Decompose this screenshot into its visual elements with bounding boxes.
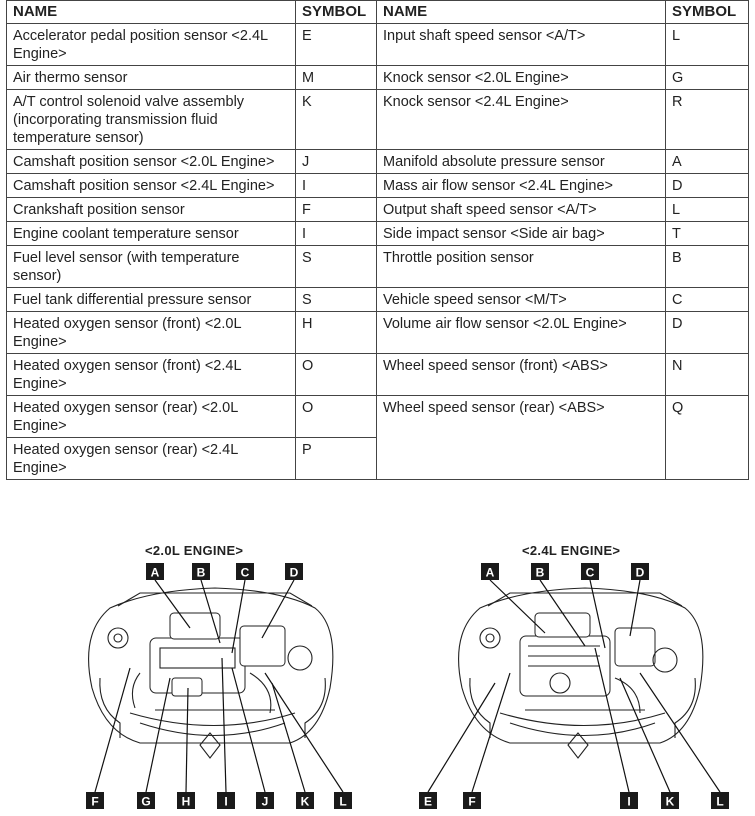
label-tag-right-e	[419, 792, 437, 809]
label-tag-left-b	[192, 563, 210, 580]
label-tag-left-j	[256, 792, 274, 809]
svg-text:B: B	[196, 565, 206, 580]
name-cell-2: Manifold absolute pressure sensor	[377, 150, 666, 174]
sensor-table	[6, 0, 749, 480]
symbol-cell-2: C	[666, 288, 749, 312]
name-cell-1: Accelerator pedal position sensor <2.4L Engine>	[7, 24, 296, 66]
svg-text:I: I	[627, 794, 631, 809]
label-tag-left-k	[296, 792, 314, 809]
callout-line	[146, 678, 170, 792]
callout-line	[428, 683, 495, 792]
table-row	[7, 354, 749, 396]
symbol-cell-2: D	[666, 312, 749, 354]
symbol-cell-1: F	[296, 198, 377, 222]
label-tag-left-d	[285, 563, 303, 580]
svg-text:G: G	[141, 794, 151, 809]
label-tag-right-i	[620, 792, 638, 809]
svg-text:C: C	[585, 565, 595, 580]
header-name-2: NAME	[377, 1, 666, 24]
name-cell-1: Engine coolant temperature sensor	[7, 222, 296, 246]
name-cell-2: Knock sensor <2.4L Engine>	[377, 90, 666, 150]
svg-text:J: J	[261, 794, 269, 809]
symbol-cell-1: P	[296, 438, 377, 480]
label-tag-right-l	[711, 792, 729, 809]
engine-compartment-diagrams	[0, 538, 755, 816]
table-row	[7, 90, 749, 150]
svg-text:I: I	[224, 794, 228, 809]
table-row	[7, 24, 749, 66]
symbol-cell-1: K	[296, 90, 377, 150]
label-tag-left-i	[217, 792, 235, 809]
svg-text:E: E	[423, 794, 433, 809]
name-cell-1: Fuel level sensor (with temperature sensor)	[7, 246, 296, 288]
header-symbol-2: SYMBOL	[666, 1, 749, 24]
header-symbol-1: SYMBOL	[296, 1, 377, 24]
symbol-cell-2: N	[666, 354, 749, 396]
symbol-cell-2: Q	[666, 396, 749, 480]
svg-text:F: F	[468, 794, 476, 809]
table-row	[7, 246, 749, 288]
symbol-cell-1: E	[296, 24, 377, 66]
name-cell-2: Knock sensor <2.0L Engine>	[377, 66, 666, 90]
label-tag-left-a	[146, 563, 164, 580]
symbol-cell-1: J	[296, 150, 377, 174]
name-cell-1: Heated oxygen sensor (front) <2.0L Engine>	[7, 312, 296, 354]
header-name-1: NAME	[7, 1, 296, 24]
label-tag-right-k	[661, 792, 679, 809]
engine-bay-illustration-2-4l	[459, 588, 703, 758]
callout-line	[272, 683, 305, 792]
name-cell-1: Heated oxygen sensor (front) <2.4L Engine>	[7, 354, 296, 396]
symbol-cell-1: S	[296, 246, 377, 288]
svg-text:L: L	[339, 794, 347, 809]
svg-text:F: F	[91, 794, 99, 809]
label-tag-left-g	[137, 792, 155, 809]
symbol-cell-2: B	[666, 246, 749, 288]
name-cell-1: Camshaft position sensor <2.4L Engine>	[7, 174, 296, 198]
symbol-cell-1: S	[296, 288, 377, 312]
symbol-cell-2: L	[666, 198, 749, 222]
svg-text:A: A	[150, 565, 160, 580]
symbol-cell-2: A	[666, 150, 749, 174]
name-cell-2: Throttle position sensor	[377, 246, 666, 288]
label-tag-right-f	[463, 792, 481, 809]
name-cell-2: Wheel speed sensor (rear) <ABS>	[377, 396, 666, 480]
table-row	[7, 198, 749, 222]
label-tag-right-d	[631, 563, 649, 580]
svg-text:C: C	[240, 565, 250, 580]
name-cell-1: Camshaft position sensor <2.0L Engine>	[7, 150, 296, 174]
callout-line	[472, 673, 510, 792]
callout-line	[595, 648, 629, 792]
label-tag-left-l	[334, 792, 352, 809]
callout-line	[490, 580, 545, 633]
symbol-cell-1: O	[296, 396, 377, 438]
label-tag-left-c	[236, 563, 254, 580]
name-cell-1: A/T control solenoid valve assembly (incorporating transmission fluid temperature sensor)	[7, 90, 296, 150]
caption-2-0l-engine: <2.0L ENGINE>	[145, 543, 244, 558]
symbol-cell-2: G	[666, 66, 749, 90]
table-row	[7, 66, 749, 90]
svg-text:K: K	[300, 794, 310, 809]
callout-line	[640, 673, 720, 792]
name-cell-2: Volume air flow sensor <2.0L Engine>	[377, 312, 666, 354]
svg-text:B: B	[535, 565, 545, 580]
table-row	[7, 396, 749, 438]
symbol-cell-1: H	[296, 312, 377, 354]
symbol-cell-1: M	[296, 66, 377, 90]
name-cell-1: Heated oxygen sensor (rear) <2.4L Engine>	[7, 438, 296, 480]
callout-line	[620, 678, 670, 792]
name-cell-1: Crankshaft position sensor	[7, 198, 296, 222]
svg-text:K: K	[665, 794, 675, 809]
table-row	[7, 150, 749, 174]
name-cell-2: Input shaft speed sensor <A/T>	[377, 24, 666, 66]
label-tag-right-a	[481, 563, 499, 580]
table-row	[7, 288, 749, 312]
name-cell-2: Side impact sensor <Side air bag>	[377, 222, 666, 246]
name-cell-1: Heated oxygen sensor (rear) <2.0L Engine>	[7, 396, 296, 438]
symbol-cell-1: O	[296, 354, 377, 396]
label-tag-left-h	[177, 792, 195, 809]
svg-text:L: L	[716, 794, 724, 809]
name-cell-1: Fuel tank differential pressure sensor	[7, 288, 296, 312]
name-cell-2: Wheel speed sensor (front) <ABS>	[377, 354, 666, 396]
label-tag-right-b	[531, 563, 549, 580]
callout-line	[265, 673, 343, 792]
symbol-cell-2: T	[666, 222, 749, 246]
svg-text:H: H	[181, 794, 191, 809]
name-cell-1: Air thermo sensor	[7, 66, 296, 90]
label-tag-left-f	[86, 792, 104, 809]
symbol-cell-2: R	[666, 90, 749, 150]
table-row	[7, 174, 749, 198]
table-row	[7, 222, 749, 246]
symbol-cell-1: I	[296, 174, 377, 198]
name-cell-2: Output shaft speed sensor <A/T>	[377, 198, 666, 222]
name-cell-2: Vehicle speed sensor <M/T>	[377, 288, 666, 312]
svg-text:A: A	[485, 565, 495, 580]
table-body	[7, 24, 749, 480]
caption-2-4l-engine: <2.4L ENGINE>	[522, 543, 621, 558]
name-cell-2: Mass air flow sensor <2.4L Engine>	[377, 174, 666, 198]
svg-text:D: D	[635, 565, 645, 580]
callout-line	[186, 688, 188, 792]
symbol-cell-2: L	[666, 24, 749, 66]
table-row	[7, 312, 749, 354]
label-tag-right-c	[581, 563, 599, 580]
table-header-row	[7, 1, 749, 24]
symbol-cell-2: D	[666, 174, 749, 198]
symbol-cell-1: I	[296, 222, 377, 246]
svg-text:D: D	[289, 565, 299, 580]
